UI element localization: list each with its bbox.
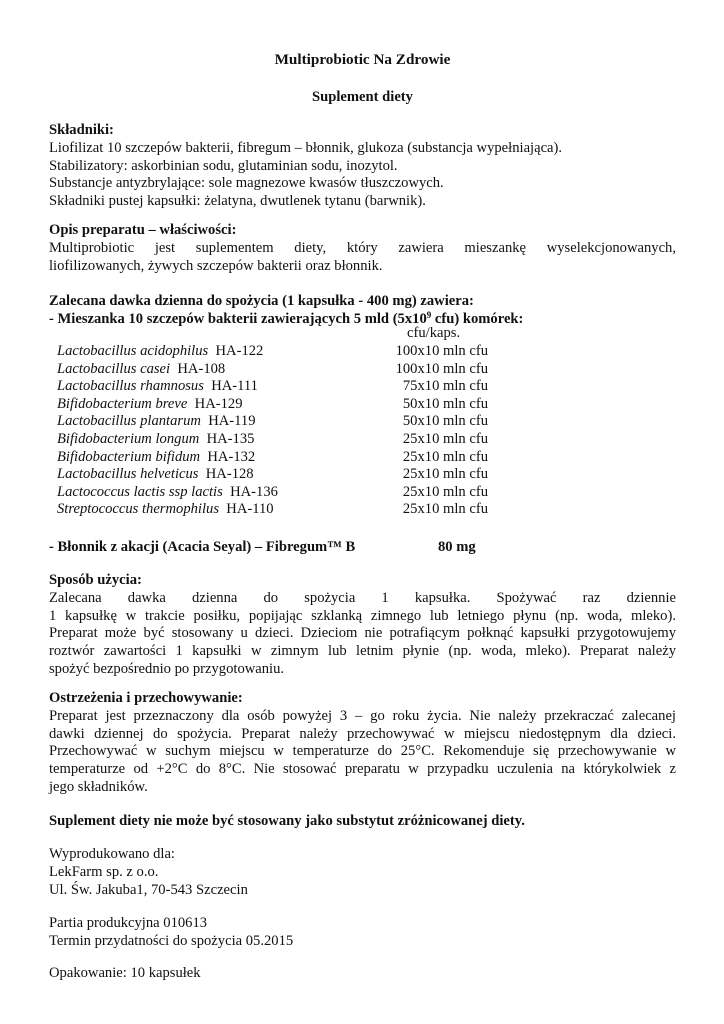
batch-section [49,915,676,951]
table-row [57,413,537,431]
description-line: liofilizowanych, żywych szczepów bakterii oraz błonnik. [49,257,383,274]
table-row [57,501,537,519]
warnings-line: dawki dziennej do spożycia. Preparat należy przechowywać w miejscu niedostępnym dla dzieci. [49,725,676,742]
strain-code: HA-110 [226,501,274,518]
ingredients-section [49,122,676,211]
batch-lot: Partia produkcyjna 010613 [49,915,208,931]
strain-code: HA-108 [177,360,226,377]
strain-name: Lactococcus lactis ssp lactis [57,483,223,500]
warnings-line: temperaturze od +2°C do 8°C. Nie stosować preparatu w przypadku uczulenia na którykolwiek z [49,761,676,778]
ingredients-line: Liofilizat 10 szczepów bakterii, fibregum – błonnik, glukoza (substancja wypełniająca). [49,139,563,156]
producer-section [49,846,676,899]
description-line: Multiprobiotic jest suplementem diety, który zawiera mieszankę wyselekcjonowanych, [49,239,676,256]
strain-name: Bifidobacterium bifidum [57,448,201,465]
strain-value: 100x10 mln cfu [395,360,488,377]
strains-table [57,343,537,519]
strain-name: Lactobacillus plantarum [57,413,201,430]
strain-code: HA-129 [194,395,243,412]
producer-address: Ul. Św. Jakuba1, 70-543 Szczecin [49,881,248,898]
warnings-section [49,690,676,797]
diet-notice: Suplement diety nie może być stosowany jako substytut zróżnicowanej diety. [49,813,525,829]
fiber-value: 80 mg [438,539,476,555]
strain-code: HA-111 [211,378,258,395]
strain-value: 25x10 mln cfu [402,448,488,465]
strain-value: 25x10 mln cfu [402,466,488,483]
warnings-line: Preparat jest przeznaczony dla osób powyżej 3 – go roku życia. Nie należy przekraczać zalecanej [49,707,676,724]
strain-name: Bifidobacterium breve [57,395,188,412]
strain-code: HA-128 [205,466,254,483]
ingredients-line: Substancje antyzbrylające: sole magnezowe kwasów tłuszczowych. [49,175,444,192]
usage-line: spożyć bezpośrednio po przygotowaniu. [49,660,285,677]
fiber-row [49,539,676,557]
table-row [57,361,537,379]
strain-value: 25x10 mln cfu [402,483,488,500]
ingredients-heading: Składniki: [49,122,114,138]
producer-name: LekFarm sp. z o.o. [49,863,159,880]
table-row [57,378,537,396]
strain-code: HA-122 [215,343,264,359]
strain-value: 100x10 mln cfu [395,343,488,359]
strain-name: Lactobacillus acidophilus [57,343,209,359]
mix-exponent: 9 [426,309,432,320]
table-row [57,431,537,449]
producer-label: Wyprodukowano dla: [49,846,175,862]
strain-value: 50x10 mln cfu [402,395,488,412]
fiber-label: - Błonnik z akacji (Acacia Seyal) – Fibregum™ B [49,539,356,555]
batch-expiry: Termin przydatności do spożycia 05.2015 [49,932,294,949]
usage-line: roztwór zawartości 1 kapsułki w zimnym lub letnim płynie (np. woda, mleko). Preparat należy [49,643,676,660]
strain-value: 25x10 mln cfu [402,430,488,447]
unit-header: cfu/kaps. [407,325,461,341]
usage-heading: Sposób użycia: [49,572,142,588]
strain-name: Lactobacillus helveticus [57,466,199,483]
ingredients-line: Składniki pustej kapsułki: żelatyna, dwutlenek tytanu (barwnik). [49,193,426,210]
usage-line: Preparat może być stosowany u dzieci. Dzieciom nie potrafiącym połknąć kapsułki przygotowujemy [49,625,676,642]
ingredients-line: Stabilizatory: askorbinian sodu, glutaminian sodu, inozytol. [49,157,398,174]
usage-line: 1 kapsułkę w trakcie posiłku, popijając szklanką zimnego lub letniego płynu (np. woda, mleko). [49,607,676,624]
warnings-heading: Ostrzeżenia i przechowywanie: [49,690,243,706]
strain-name: Bifidobacterium longum [57,430,200,447]
strain-value: 50x10 mln cfu [402,413,488,430]
strain-value: 75x10 mln cfu [402,378,488,395]
mix-suffix: cfu) komórek: [431,310,524,327]
usage-line: Zalecana dawka dzienna do spożycia 1 kapsułka. Spożywać raz dziennie [49,589,676,606]
document-subtitle: Suplement diety [312,89,413,105]
dose-section [49,293,676,329]
table-row [57,449,537,467]
strain-name: Lactobacillus casei [57,360,171,377]
strain-code: HA-119 [208,413,256,430]
strain-name: Streptococcus thermophilus [57,501,219,518]
strain-value: 25x10 mln cfu [402,501,488,518]
table-row [57,484,537,502]
mix-heading [49,311,676,329]
usage-section [49,572,676,679]
table-row [57,343,537,361]
warnings-line: jego składników. [49,778,148,795]
document-title: Multiprobiotic Na Zdrowie [274,51,451,68]
strain-code: HA-136 [230,483,278,500]
strain-code: HA-132 [207,448,256,465]
dose-heading: Zalecana dawka dzienna do spożycia (1 kapsułka - 400 mg) zawiera: [49,293,474,309]
mix-prefix: - Mieszanka 10 szczepów bakterii zawierających 5 mld (5x10 [49,310,427,327]
description-section [49,222,676,275]
table-row [57,466,537,484]
table-row [57,396,537,414]
strain-name: Lactobacillus rhamnosus [57,378,204,395]
strain-code: HA-135 [206,430,255,447]
warnings-line: Przechowywać w suchym miejscu w temperaturze do 25°C. Rekomenduje się przechowywanie w [49,743,676,760]
packaging: Opakowanie: 10 kapsułek [49,965,201,981]
description-heading: Opis preparatu – właściwości: [49,222,237,238]
